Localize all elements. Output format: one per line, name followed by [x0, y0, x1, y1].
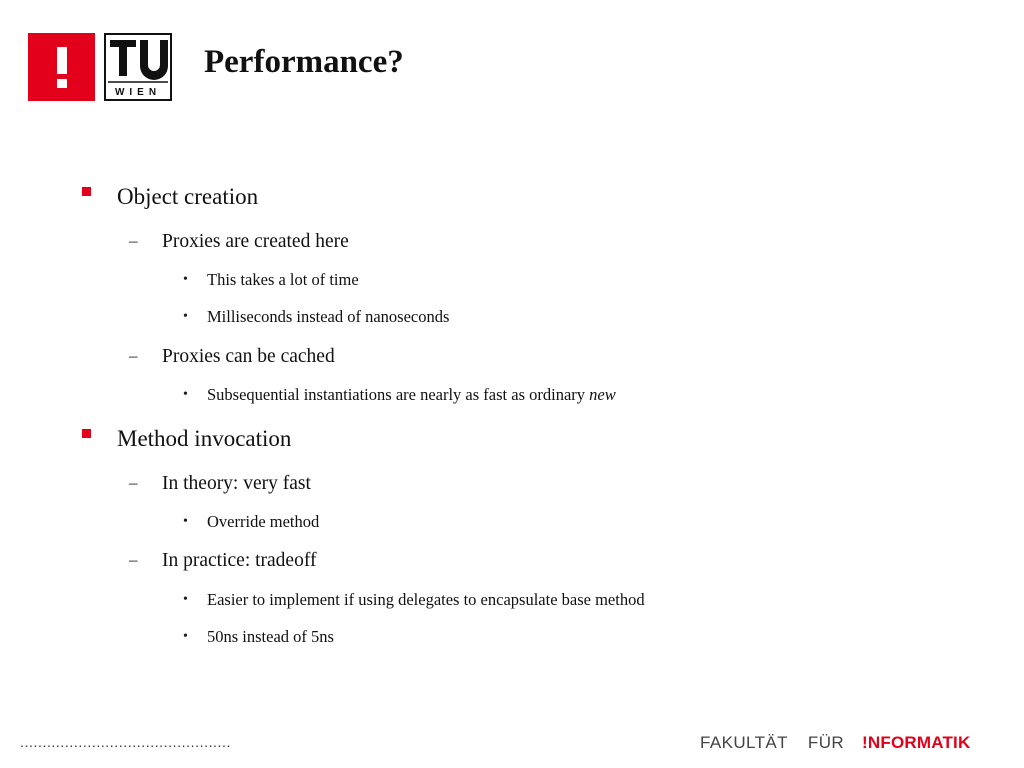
footer-dotted-line: ...............................................	[20, 734, 232, 750]
square-bullet-icon	[82, 429, 91, 438]
dash-bullet-icon: –	[129, 231, 138, 250]
logo-wien-text: WIEN	[114, 87, 162, 98]
tu-exclamation-logo	[28, 33, 95, 101]
bullet-level3: This takes a lot of time	[207, 270, 359, 289]
faculty-word: FAKULTÄT	[700, 733, 788, 752]
dot-bullet-icon: •	[183, 272, 188, 287]
bullet-level3: Milliseconds instead of nanoseconds	[207, 307, 450, 326]
dash-bullet-icon: –	[129, 473, 138, 492]
bullet-level3	[207, 384, 616, 406]
dot-bullet-icon: •	[183, 629, 188, 644]
bullet-text: Subsequential instantiations are nearly as fast as ordinary	[207, 385, 590, 404]
dot-bullet-icon: •	[183, 592, 188, 607]
tu-wien-logo	[104, 33, 172, 101]
bullet-level3: Override method	[207, 512, 320, 531]
bullet-level2: Proxies are created here	[162, 231, 349, 252]
faculty-word: FÜR	[807, 733, 845, 752]
faculty-logo	[700, 733, 970, 753]
square-bullet-icon	[82, 187, 91, 196]
bullet-level1: Method invocation	[117, 426, 292, 451]
keyword-new: new	[589, 385, 616, 404]
dash-bullet-icon: –	[129, 550, 138, 569]
bullet-level3: 50ns instead of 5ns	[207, 627, 334, 646]
slide-title: Performance?	[204, 44, 404, 80]
bullet-level3: Easier to implement if using delegates to encapsulate base method	[207, 590, 645, 609]
dot-bullet-icon: •	[183, 387, 188, 402]
dash-bullet-icon: –	[129, 346, 138, 365]
informatik-word: !NFORMATIK	[862, 733, 971, 752]
bullet-level2: Proxies can be cached	[162, 346, 335, 367]
bullet-level2: In theory: very fast	[162, 473, 311, 494]
bullet-level2: In practice: tradeoff	[162, 550, 317, 571]
bullet-level1: Object creation	[117, 184, 259, 209]
dot-bullet-icon: •	[183, 514, 188, 529]
dot-bullet-icon: •	[183, 309, 188, 324]
